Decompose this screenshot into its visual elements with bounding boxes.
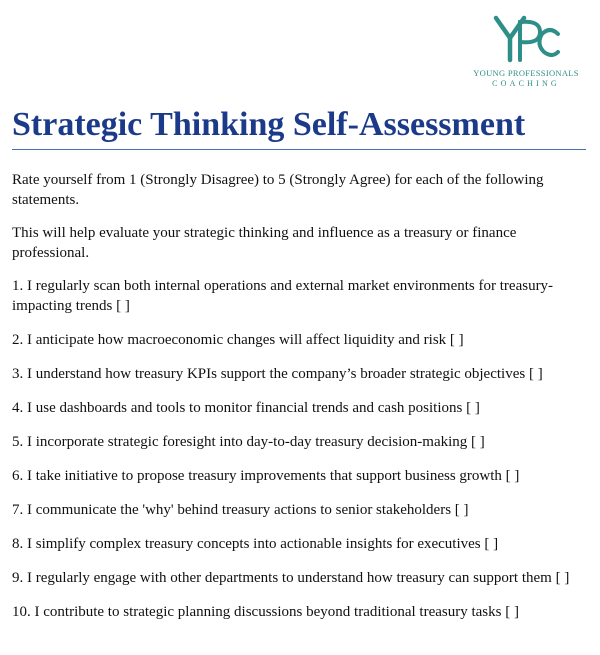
document-title: Strategic Thinking Self-Assessment xyxy=(12,106,526,143)
assessment-item: 3. I understand how treasury KPIs support the company’s broader strategic objectives [ ] xyxy=(12,366,543,382)
assessment-item: 10. I contribute to strategic planning discussions beyond traditional treasury tasks [ ] xyxy=(12,604,519,620)
document-body xyxy=(12,170,590,636)
intro-paragraph: Rate yourself from 1 (Strongly Disagree) to 5 (Strongly Agree) for each of the following statements. xyxy=(12,172,544,208)
logo-name-line2: COACHING xyxy=(492,79,560,88)
company-logo xyxy=(470,14,582,88)
assessment-item: 2. I anticipate how macroeconomic changes will affect liquidity and risk [ ] xyxy=(12,332,464,348)
assessment-item: 1. I regularly scan both internal operations and external market environments for treasury-impacting trends [ ] xyxy=(12,278,554,314)
title-underline xyxy=(12,149,586,150)
logo-name-line1: YOUNG PROFESSIONALS xyxy=(473,68,579,78)
assessment-item: 6. I take initiative to propose treasury improvements that support business growth [ ] xyxy=(12,468,520,484)
purpose-paragraph: This will help evaluate your strategic thinking and influence as a treasury or finance professional. xyxy=(12,225,517,261)
assessment-item: 7. I communicate the 'why' behind treasury actions to senior stakeholders [ ] xyxy=(12,502,469,518)
assessment-item: 8. I simplify complex treasury concepts into actionable insights for executives [ ] xyxy=(12,536,499,552)
ypc-monogram-icon xyxy=(490,14,562,66)
assessment-item: 5. I incorporate strategic foresight into day-to-day treasury decision-making [ ] xyxy=(12,434,485,450)
assessment-item: 4. I use dashboards and tools to monitor financial trends and cash positions [ ] xyxy=(12,400,480,416)
assessment-item: 9. I regularly engage with other departments to understand how treasury can support them [ ] xyxy=(12,570,570,586)
